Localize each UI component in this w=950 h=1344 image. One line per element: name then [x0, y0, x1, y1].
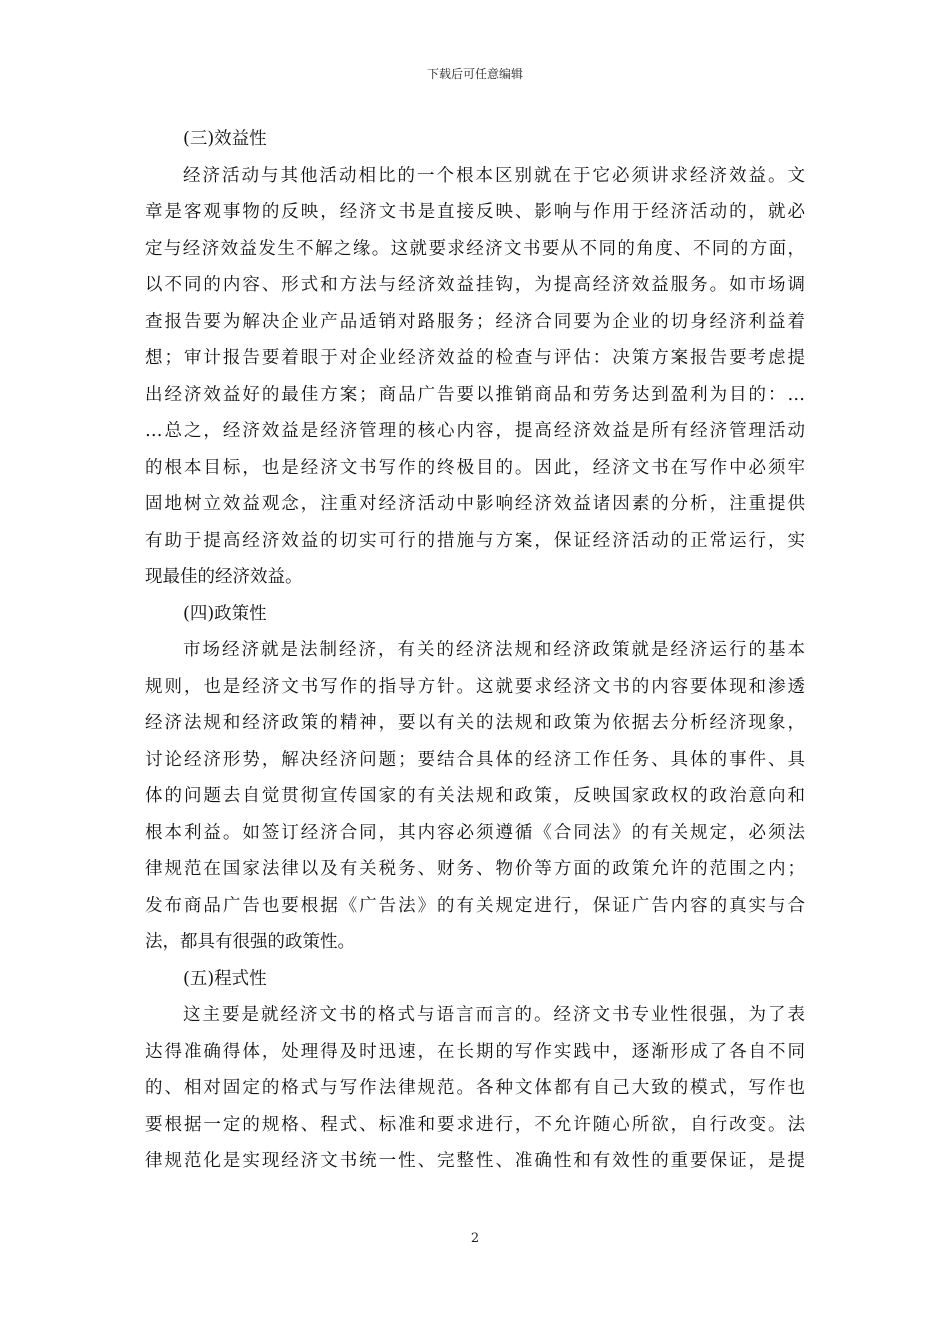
paragraph-line: 的、相对固定的格式与写作法律规范。各种文体都有自己大致的模式，写作也	[145, 1078, 805, 1098]
paragraph-line: 发布商品广告也要根据《广告法》的有关规定进行，保证广告内容的真实与合	[145, 895, 805, 916]
paragraph-line: 定与经济效益发生不解之缘。这就要求经济文书要从不同的角度、不同的方面，	[145, 238, 805, 259]
page-number: 2	[470, 1231, 480, 1246]
paragraph-line: 固地树立效益观念，注重对经济活动中影响经济效益诸因素的分析，注重提供	[145, 494, 805, 514]
paragraph-line: 章是客观事物的反映，经济文书是直接反映、影响与作用于经济活动的，就必	[145, 202, 805, 222]
paragraph-line: 查报告要为解决企业产品适销对路服务；经济合同要为企业的切身经济利益着	[145, 311, 805, 332]
paragraph-line: 法，都具有很强的政策性。	[145, 932, 355, 952]
section-heading: (四)政策性	[183, 603, 267, 624]
paragraph-line: 经济法规和经济政策的精神，要以有关的法规和政策为依据去分析经济现象，	[145, 713, 805, 733]
paragraph-line: 这主要是就经济文书的格式与语言而言的。经济文书专业性很强，为了表	[183, 1005, 805, 1025]
paragraph-line: 的根本目标，也是经济文书写作的终极目的。因此，经济文书在写作中必须牢	[145, 457, 805, 478]
paragraph-line: 现最佳的经济效益。	[145, 567, 303, 587]
paragraph-line: 律规范在国家法律以及有关税务、财务、物价等方面的政策允许的范围之内；	[145, 859, 805, 879]
paragraph-line: 出经济效益好的最佳方案；商品广告要以推销商品和劳务达到盈利为目的：…	[145, 384, 805, 405]
paragraph-line: 讨论经济形势，解决经济问题；要结合具体的经济工作任务、具体的事件、具	[145, 749, 805, 770]
paragraph-line: 达得准确得体，处理得及时迅速，在长期的写作实践中，逐渐形成了各自不同	[145, 1041, 805, 1062]
paragraph-line: 律规范化是实现经济文书统一性、完整性、准确性和有效性的重要保证，是提	[145, 1151, 805, 1171]
paragraph-line: 要根据一定的规格、程式、标准和要求进行，不允许随心所欲，自行改变。法	[145, 1114, 805, 1135]
paragraph-line: 市场经济就是法制经济，有关的经济法规和经济政策就是经济运行的基本	[183, 640, 805, 660]
page-header: 下载后可任意编辑	[426, 67, 523, 81]
section-heading: (五)程式性	[183, 968, 267, 989]
paragraph-line: 经济活动与其他活动相比的一个根本区别就在于它必须讲求经济效益。文	[183, 165, 805, 186]
paragraph-line: 体的问题去自觉贯彻宣传国家的有关法规和政策，反映国家政权的政治意向和	[145, 786, 805, 806]
section-heading: (三)效益性	[183, 129, 267, 149]
paragraph-line: 以不同的内容、形式和方法与经济效益挂钩，为提高经济效益服务。如市场调	[145, 275, 805, 295]
paragraph-line: 根本利益。如签订经济合同，其内容必须遵循《合同法》的有关规定，必须法	[145, 822, 805, 843]
paragraph-line: 想；审计报告要着眼于对企业经济效益的检查与评估：决策方案报告要考虑提	[145, 348, 805, 368]
paragraph-line: 规则，也是经济文书写作的指导方针。这就要求经济文书的内容要体现和渗透	[145, 676, 805, 697]
document-body	[145, 121, 805, 1180]
paragraph-line: …总之，经济效益是经济管理的核心内容，提高经济效益是所有经济管理活动	[145, 421, 805, 441]
paragraph-line: 有助于提高经济效益的切实可行的措施与方案，保证经济活动的正常运行，实	[145, 530, 805, 551]
